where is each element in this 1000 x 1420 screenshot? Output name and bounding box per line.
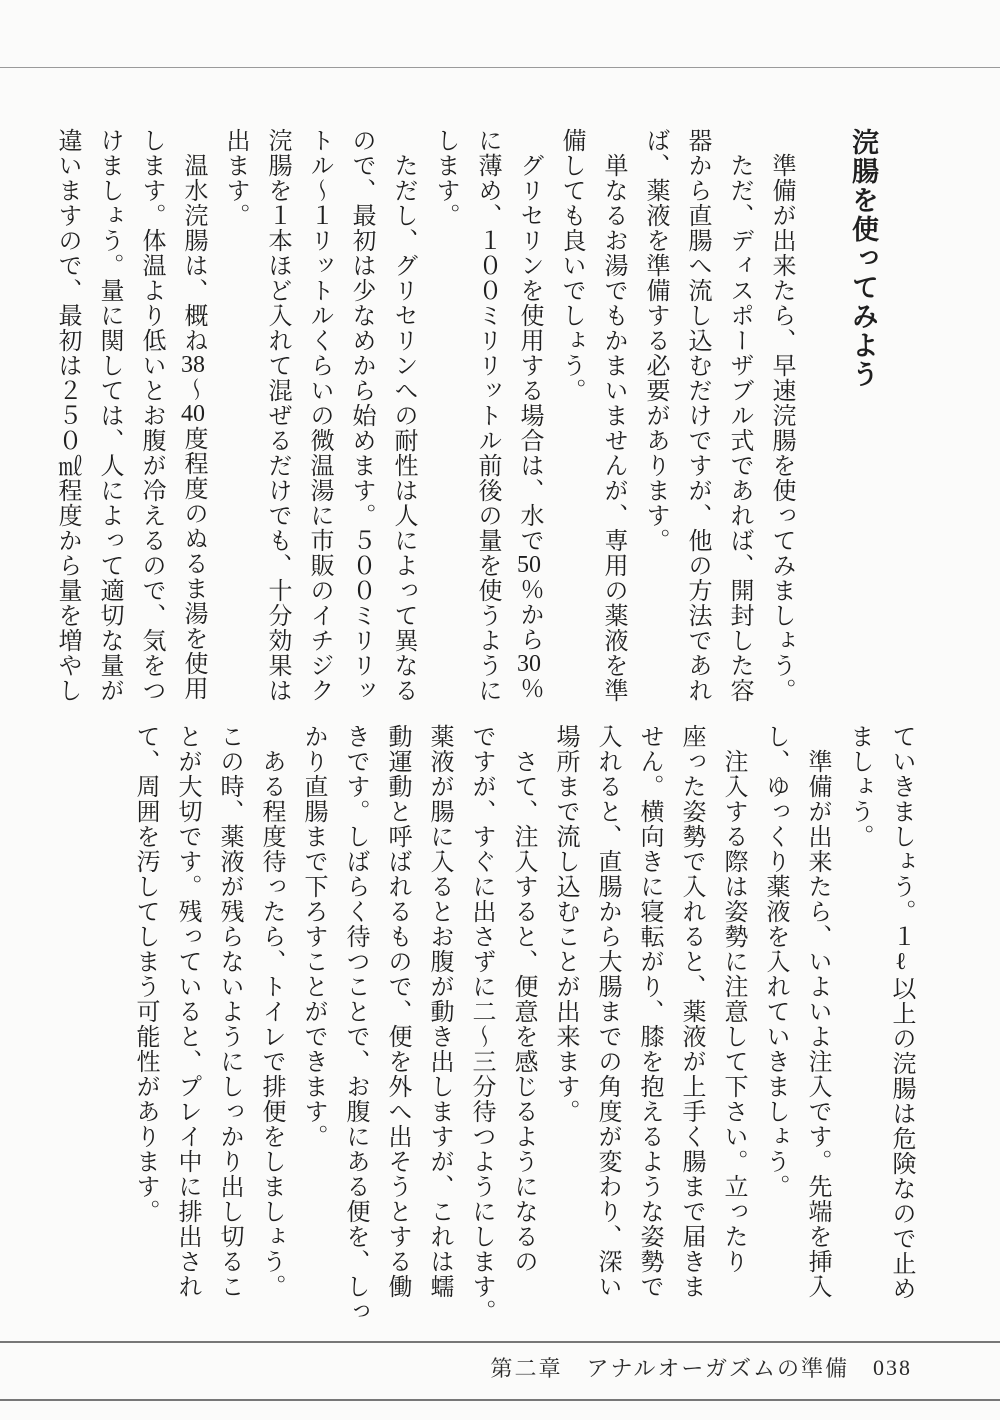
top-divider-rule — [0, 67, 1000, 68]
text-line: 準備が出来たら、早速浣腸を使ってみましょう。 — [768, 128, 794, 703]
text-line: します。 — [432, 128, 458, 228]
text-line: 入れると、直腸から大腸までの角度が変わり、深い — [594, 724, 620, 1299]
footer-chapter: 第二章 — [490, 1356, 563, 1381]
text-line: 器から直腸へ流し込むだけですが、他の方法であれ — [684, 128, 710, 703]
text-line: 準備が出来たら、いよいよ注入です。先端を挿入 — [804, 724, 830, 1299]
text-line: かり直腸まで下ろすことができます。 — [300, 724, 326, 1149]
text-line: し、ゆっくり薬液を入れていきましょう。 — [762, 724, 788, 1199]
text-line: けましょう。量に関しては、人によって適切な量が — [96, 128, 122, 703]
text-line: きです。しばらく待つことで、お腹にある便を、しっ — [342, 724, 368, 1324]
footer-page-number: 038 — [873, 1354, 912, 1380]
section-top — [46, 128, 924, 703]
text-line: とが大切です。残っていると、プレイ中に排出され — [174, 724, 200, 1299]
text-line: トル〜１リットルくらいの微温湯に市販のイチジク — [306, 128, 332, 703]
inline-number: 38 — [181, 353, 205, 377]
inline-number: 40 — [181, 402, 205, 426]
text-line: この時、薬液が残らないようにしっかり出し切るこ — [216, 724, 242, 1299]
text-line: ただし、グリセリンへの耐性は人によって異なる — [390, 128, 416, 703]
text-line: 出ます。 — [222, 128, 248, 228]
text-line: さて、注入すると、便意を感じるようになるの — [510, 724, 536, 1274]
footer-title: アナルオーガズムの準備 — [586, 1356, 849, 1381]
text-line: 温水浣腸は、概ね38〜40度程度のぬるま湯を使用 — [180, 128, 206, 701]
text-line: 備しても良いでしょう。 — [558, 128, 584, 403]
text-line: 薬液が腸に入るとお腹が動き出しますが、これは蠕 — [426, 724, 452, 1299]
text-line: 違いますので、最初は２５０㎖程度から量を増やし — [54, 128, 80, 703]
inline-number: 50 — [517, 553, 541, 577]
text-line: ただ、ディスポーザブル式であれば、開封した容 — [726, 128, 752, 703]
footer — [0, 1352, 912, 1383]
text-line: します。体温より低いとお腹が冷えるので、気をつ — [138, 128, 164, 703]
text-line: 場所まで流し込むことが出来ます。 — [552, 724, 578, 1124]
section-bottom — [124, 724, 922, 1324]
text-line: ましょう。 — [846, 724, 872, 849]
text-line: せん。横向きに寝転がり、膝を抱えるような姿勢で — [636, 724, 662, 1299]
text-line: 座った姿勢で入れると、薬液が上手く腸まで届きま — [678, 724, 704, 1299]
text-line: 注入する際は姿勢に注意して下さい。立ったり — [720, 724, 746, 1274]
text-line: 浣腸を１本ほど入れて混ぜるだけでも、十分効果は — [264, 128, 290, 703]
text-line: ある程度待ったら、トイレで排便をしましょう。 — [258, 724, 284, 1299]
text-line: 動運動と呼ばれるもので、便を外へ出そうとする働 — [384, 724, 410, 1299]
text-line: グリセリンを使用する場合は、水で50％から30％ — [516, 128, 542, 701]
footer-lower-rule — [0, 1399, 1000, 1401]
text-line: ですが、すぐに出さずに二〜三分待つようにします。 — [468, 724, 494, 1324]
text-line: に薄め、１００ミリリットル前後の量を使うように — [474, 128, 500, 703]
text-line: 単なるお湯でもかまいませんが、専用の薬液を準 — [600, 128, 626, 703]
text-line: て、周囲を汚してしまう可能性があります。 — [132, 724, 158, 1224]
text-line: ば、薬液を準備する必要があります。 — [642, 128, 668, 553]
footer-upper-rule — [0, 1341, 1000, 1343]
inline-number: 30 — [517, 652, 541, 676]
text-line: ので、最初は少なめから始めます。５００ミリリッ — [348, 128, 374, 703]
text-line: ていきましょう。１ℓ以上の浣腸は危険なので止め — [888, 724, 914, 1301]
section-heading: 浣腸を使ってみよう — [848, 128, 878, 389]
